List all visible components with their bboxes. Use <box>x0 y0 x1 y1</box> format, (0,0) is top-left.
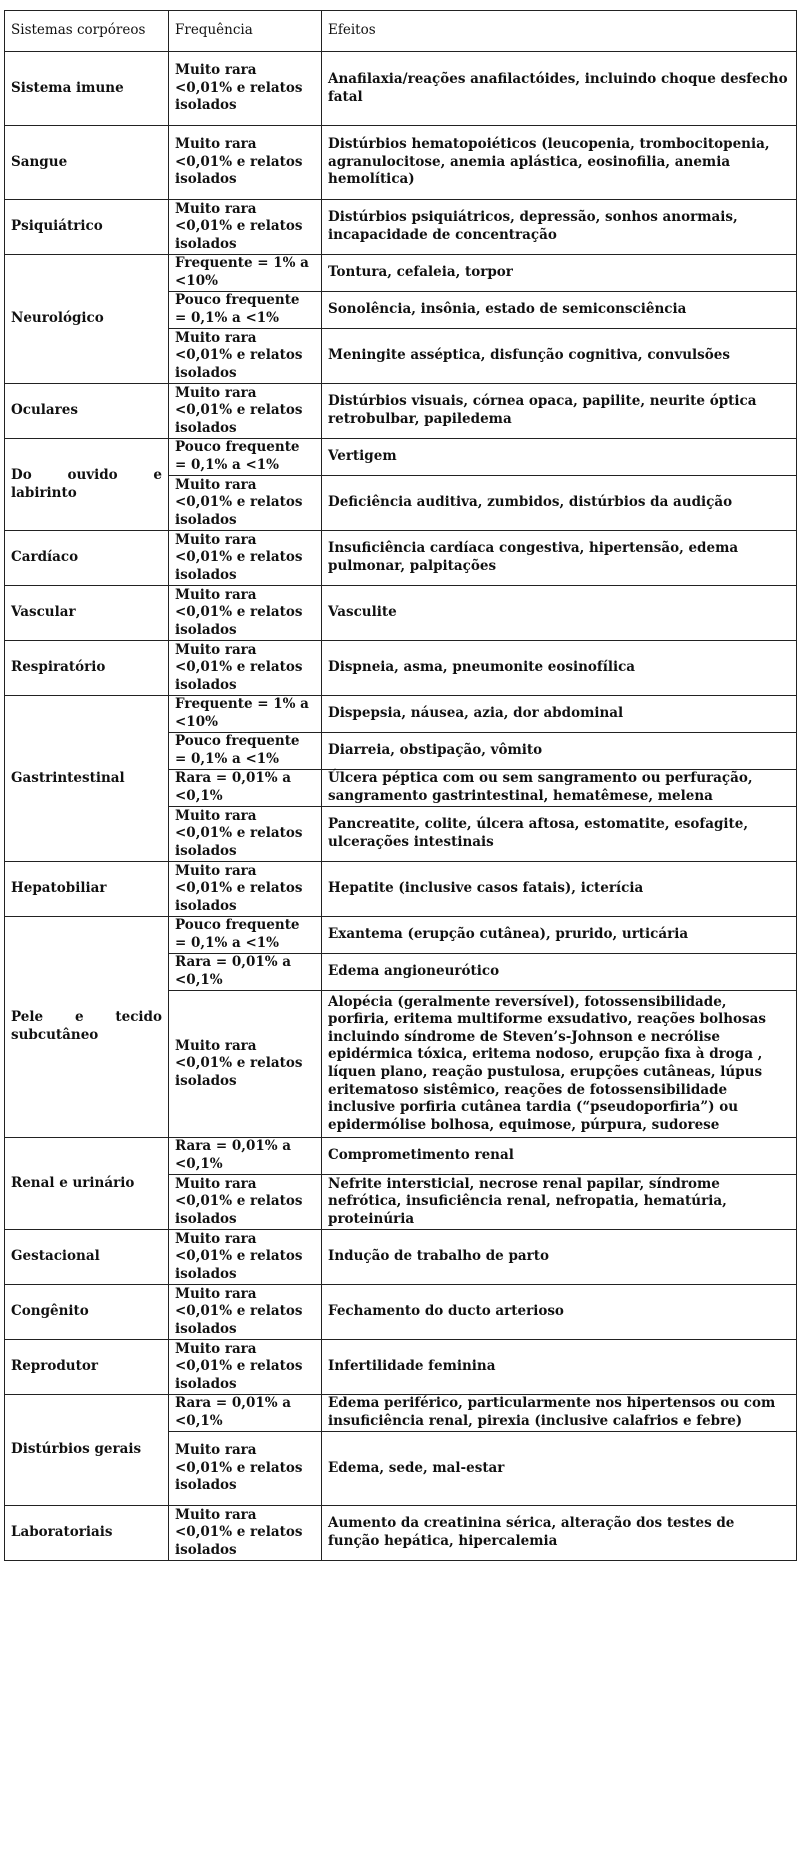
frequency-cell: Muito rara <0,01% e relatos isolados <box>169 1432 322 1506</box>
frequency-cell: Pouco frequente = 0,1% a <1% <box>169 439 322 476</box>
effects-cell: Infertilidade feminina <box>322 1340 797 1395</box>
effects-cell: Comprometimento renal <box>322 1138 797 1175</box>
table-row <box>5 696 797 733</box>
frequency-cell: Rara = 0,01% a <0,1% <box>169 954 322 991</box>
table-row <box>5 384 797 439</box>
system-cell: Gestacional <box>5 1230 169 1285</box>
frequency-cell: Frequente = 1% a <10% <box>169 696 322 733</box>
system-cell: Oculares <box>5 384 169 439</box>
table-row <box>5 200 797 255</box>
system-cell: Distúrbios gerais <box>5 1395 169 1506</box>
effects-cell: Tontura, cefaleia, torpor <box>322 255 797 292</box>
table-row <box>5 1340 797 1395</box>
frequency-cell: Muito rara <0,01% e relatos isolados <box>169 126 322 200</box>
header-frequency: Frequência <box>169 11 322 52</box>
effects-cell: Edema periférico, particularmente nos hipertensos ou com insuficiência renal, pirexia (inclusive calafrios e febre) <box>322 1395 797 1432</box>
table-row <box>5 1395 797 1432</box>
system-cell: Do ouvido e labirinto <box>5 439 169 531</box>
effects-cell: Úlcera péptica com ou sem sangramento ou perfuração, sangramento gastrintestinal, hematêmese, melena <box>322 770 797 807</box>
table-row <box>5 1285 797 1340</box>
effects-cell: Hepatite (inclusive casos fatais), icterícia <box>322 862 797 917</box>
system-cell: Pele e tecido subcutâneo <box>5 917 169 1138</box>
table-row <box>5 641 797 696</box>
effects-cell: Indução de trabalho de parto <box>322 1230 797 1285</box>
table-row <box>5 1230 797 1285</box>
frequency-cell: Rara = 0,01% a <0,1% <box>169 770 322 807</box>
effects-cell: Deficiência auditiva, zumbidos, distúrbios da audição <box>322 476 797 531</box>
effects-cell: Anafilaxia/reações anafilactóides, incluindo choque desfecho fatal <box>322 52 797 126</box>
table-row <box>5 1138 797 1175</box>
header-system: Sistemas corpóreos <box>5 11 169 52</box>
effects-cell: Aumento da creatinina sérica, alteração dos testes de função hepática, hipercalemia <box>322 1506 797 1561</box>
effects-cell: Pancreatite, colite, úlcera aftosa, estomatite, esofagite, ulcerações intestinais <box>322 807 797 862</box>
frequency-cell: Muito rara <0,01% e relatos isolados <box>169 1506 322 1561</box>
effects-cell: Exantema (erupção cutânea), prurido, urticária <box>322 917 797 954</box>
frequency-cell: Muito rara <0,01% e relatos isolados <box>169 52 322 126</box>
table-row <box>5 1506 797 1561</box>
frequency-cell: Muito rara <0,01% e relatos isolados <box>169 991 322 1138</box>
system-cell: Sangue <box>5 126 169 200</box>
frequency-cell: Frequente = 1% a <10% <box>169 255 322 292</box>
frequency-cell: Muito rara <0,01% e relatos isolados <box>169 1340 322 1395</box>
effects-cell: Distúrbios psiquiátricos, depressão, sonhos anormais, incapacidade de concentração <box>322 200 797 255</box>
frequency-cell: Pouco frequente = 0,1% a <1% <box>169 733 322 770</box>
system-cell: Reprodutor <box>5 1340 169 1395</box>
frequency-cell: Muito rara <0,01% e relatos isolados <box>169 862 322 917</box>
effects-cell: Vasculite <box>322 586 797 641</box>
system-cell: Laboratoriais <box>5 1506 169 1561</box>
frequency-cell: Muito rara <0,01% e relatos isolados <box>169 1175 322 1230</box>
effects-cell: Alopécia (geralmente reversível), fotossensibilidade, porfiria, eritema multiforme exsudativo, reações bolhosas incluindo síndrome de Steven’s-Johnson e necrólise epidérmica tóxica, eritema nodoso, erupção fixa à droga , líquen plano, reação pustulosa, erupções cutâneas, lúpus eritematoso sistêmico, reações de fotossensibilidade inclusive porfiria cutânea tardia (“pseudoporfiria”) ou epidermólise bolhosa, equimose, púrpura, sudorese <box>322 991 797 1138</box>
table-row <box>5 52 797 126</box>
frequency-cell: Muito rara <0,01% e relatos isolados <box>169 531 322 586</box>
table-body <box>5 52 797 1561</box>
effects-cell: Distúrbios visuais, córnea opaca, papilite, neurite óptica retrobulbar, papiledema <box>322 384 797 439</box>
system-cell: Gastrintestinal <box>5 696 169 862</box>
system-cell: Neurológico <box>5 255 169 384</box>
system-cell: Renal e urinário <box>5 1138 169 1230</box>
table-row <box>5 255 797 292</box>
table-row <box>5 586 797 641</box>
table-row <box>5 531 797 586</box>
table-row <box>5 439 797 476</box>
system-cell: Congênito <box>5 1285 169 1340</box>
effects-cell: Edema angioneurótico <box>322 954 797 991</box>
adverse-effects-table <box>4 10 797 1561</box>
effects-cell: Sonolência, insônia, estado de semiconsciência <box>322 292 797 329</box>
effects-cell: Meningite asséptica, disfunção cognitiva, convulsões <box>322 329 797 384</box>
frequency-cell: Muito rara <0,01% e relatos isolados <box>169 476 322 531</box>
table-row <box>5 862 797 917</box>
system-cell: Cardíaco <box>5 531 169 586</box>
header-row <box>5 11 797 52</box>
effects-cell: Dispepsia, náusea, azia, dor abdominal <box>322 696 797 733</box>
effects-cell: Distúrbios hematopoiéticos (leucopenia, trombocitopenia, agranulocitose, anemia aplástica, eosinofilia, anemia hemolítica) <box>322 126 797 200</box>
frequency-cell: Muito rara <0,01% e relatos isolados <box>169 641 322 696</box>
system-cell: Hepatobiliar <box>5 862 169 917</box>
table-row <box>5 917 797 954</box>
frequency-cell: Rara = 0,01% a <0,1% <box>169 1138 322 1175</box>
frequency-cell: Muito rara <0,01% e relatos isolados <box>169 384 322 439</box>
system-cell: Respiratório <box>5 641 169 696</box>
frequency-cell: Muito rara <0,01% e relatos isolados <box>169 1230 322 1285</box>
effects-cell: Vertigem <box>322 439 797 476</box>
system-cell: Vascular <box>5 586 169 641</box>
frequency-cell: Muito rara <0,01% e relatos isolados <box>169 200 322 255</box>
frequency-cell: Rara = 0,01% a <0,1% <box>169 1395 322 1432</box>
frequency-cell: Muito rara <0,01% e relatos isolados <box>169 807 322 862</box>
system-cell: Sistema imune <box>5 52 169 126</box>
frequency-cell: Pouco frequente = 0,1% a <1% <box>169 292 322 329</box>
frequency-cell: Muito rara <0,01% e relatos isolados <box>169 1285 322 1340</box>
effects-cell: Dispneia, asma, pneumonite eosinofílica <box>322 641 797 696</box>
effects-cell: Nefrite intersticial, necrose renal papilar, síndrome nefrótica, insuficiência renal, nefropatia, hematúria, proteinúria <box>322 1175 797 1230</box>
table-row <box>5 126 797 200</box>
header-effects: Efeitos <box>322 11 797 52</box>
effects-cell: Diarreia, obstipação, vômito <box>322 733 797 770</box>
frequency-cell: Muito rara <0,01% e relatos isolados <box>169 329 322 384</box>
frequency-cell: Pouco frequente = 0,1% a <1% <box>169 917 322 954</box>
effects-cell: Insuficiência cardíaca congestiva, hipertensão, edema pulmonar, palpitações <box>322 531 797 586</box>
system-cell: Psiquiátrico <box>5 200 169 255</box>
effects-cell: Fechamento do ducto arterioso <box>322 1285 797 1340</box>
frequency-cell: Muito rara <0,01% e relatos isolados <box>169 586 322 641</box>
effects-cell: Edema, sede, mal-estar <box>322 1432 797 1506</box>
